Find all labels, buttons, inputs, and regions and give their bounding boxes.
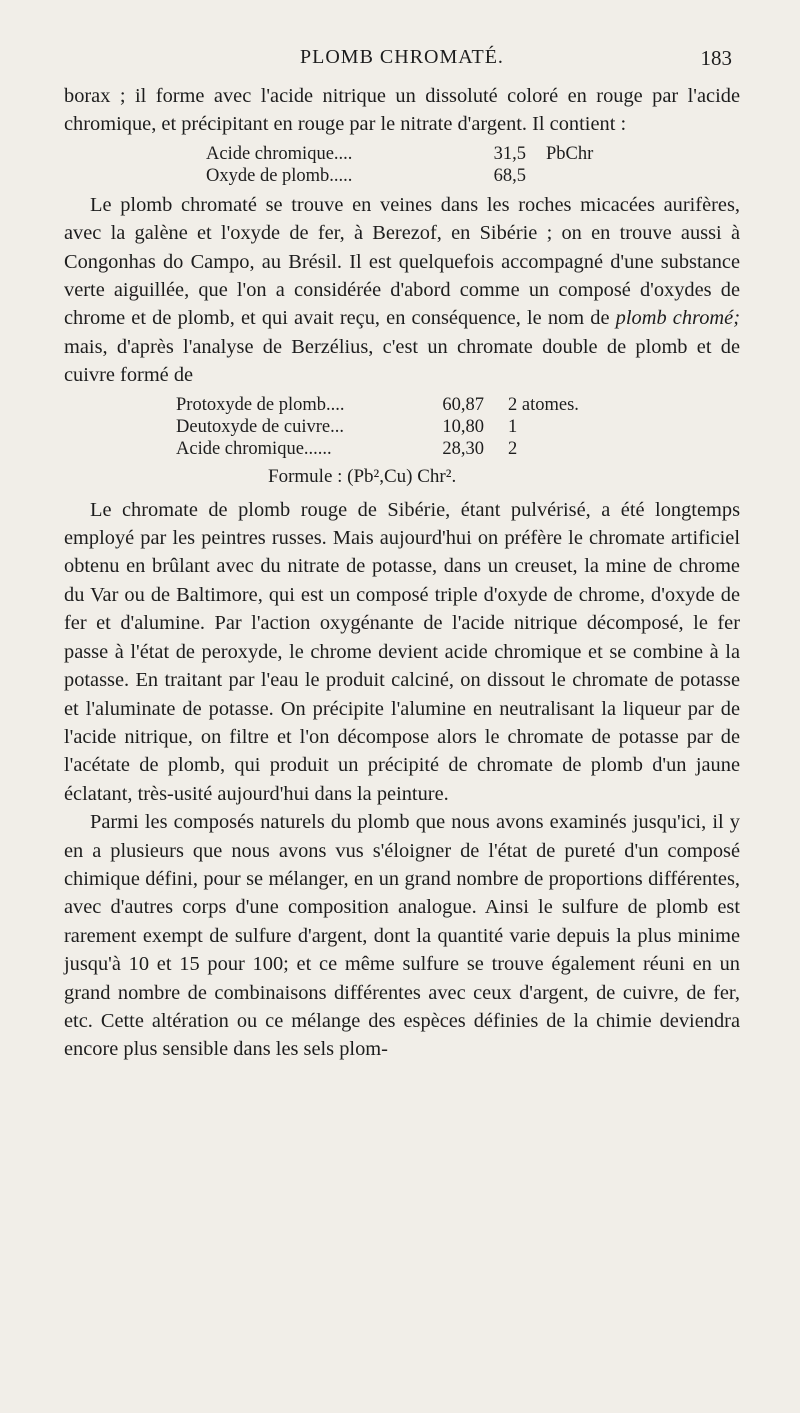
- component-atoms: 2 atomes.: [508, 394, 579, 415]
- paragraph-4: Parmi les composés naturels du plomb que nous avons examinés jusqu'ici, il y en a plusieurs que nous avons vus s'éloigner de l'état de pureté d'un composé chimique défini, pour se mélanger, en un grand nombre de proportions différentes, avec d'autres corps d'une composition analogue. Ainsi le sulfure de plomb est rarement exempt de sulfure d'argent, dont la quantité varie depuis la plus minime jusqu'à 10 et 15 pour 100; et ce même sulfure se trouve également réuni en un grand nombre de combinaisons différentes avec ceux d'argent, de cuivre, de fer, etc. Cette altération ou ce mélange des espèces définies de la chimie deviendra encore plus sensible dans les sels plom-: [64, 811, 740, 1061]
- component-value: 68,5: [493, 165, 526, 186]
- composition-table-1: [64, 143, 740, 187]
- component-value: 28,30: [442, 438, 484, 459]
- running-title: PLOMB CHROMATÉ.: [300, 46, 504, 68]
- paragraph-2: [64, 191, 740, 390]
- component-value: 10,80: [442, 416, 484, 437]
- table-row: [206, 165, 740, 187]
- component-name: Protoxyde de plomb....: [176, 394, 345, 415]
- composition-table-2: [64, 394, 740, 460]
- page-number: 183: [700, 46, 732, 70]
- body-text: [64, 82, 740, 1064]
- component-name: Acide chromique....: [206, 143, 353, 164]
- page-header: [0, 46, 800, 76]
- paragraph-2-text-b: mais, d'après l'analyse de Berzélius, c'est un chromate double de plomb et de cuivre formé de: [64, 335, 740, 387]
- component-formula: PbChr: [546, 143, 594, 164]
- component-value: 60,87: [442, 394, 484, 415]
- table-row: [176, 438, 740, 460]
- table-row: [206, 143, 740, 165]
- table-row: [176, 416, 740, 438]
- formula-line: Formule : (Pb²,Cu) Chr².: [268, 465, 457, 487]
- component-name: Deutoxyde de cuivre...: [176, 416, 344, 437]
- component-atoms: 1: [508, 416, 518, 437]
- component-value: 31,5: [493, 143, 526, 164]
- component-name: Oxyde de plomb.....: [206, 165, 353, 186]
- table-row: [176, 394, 740, 416]
- paragraph-1: borax ; il forme avec l'acide nitrique un dissoluté coloré en rouge par l'acide chromique, et précipitant en rouge par le nitrate d'argent. Il contient :: [64, 85, 740, 136]
- paragraph-3: Le chromate de plomb rouge de Sibérie, étant pulvérisé, a été longtemps employé par les peintres russes. Mais aujourd'hui on préfère le chromate artificiel obtenu en brûlant avec du nitrate de potasse, dans un creuset, la mine de chrome du Var ou de Baltimore, qui est un composé triple d'oxyde de chrome, d'oxyde de fer et d'alumine. Par l'action oxygénante de l'acide nitrique décomposé, le fer passe à l'état de peroxyde, le chrome devient acide chromique et se combine à la potasse. En traitant par l'eau le produit calciné, on dissout le chromate de potasse et l'aluminate de potasse. On précipite l'alumine en neutralisant la liqueur par de l'acide nitrique, on filtre et l'on décompose alors le chromate de potasse par de l'acétate de plomb, qui produit un précipité de chromate de plomb d'un jaune éclatant, très-usité aujourd'hui dans la peinture.: [64, 498, 740, 805]
- component-atoms: 2: [508, 438, 518, 459]
- component-formula: [526, 165, 666, 187]
- italic-term: plomb chromé;: [615, 307, 740, 330]
- component-name: Acide chromique......: [176, 438, 332, 459]
- paragraph-2-text-a: Le plomb chromaté se trouve en veines dans les roches micacées aurifères, avec la galène et l'oxyde de fer, à Berezof, en Sibérie ; on en trouve aussi à Congonhas do Campo, au Brésil. Il est quelquefois accompagné d'une substance verte aiguillée, que l'on a considérée d'abord comme un composé d'oxydes de chrome et de plomb, et qui avait reçu, en conséquence, le nom de: [64, 193, 740, 330]
